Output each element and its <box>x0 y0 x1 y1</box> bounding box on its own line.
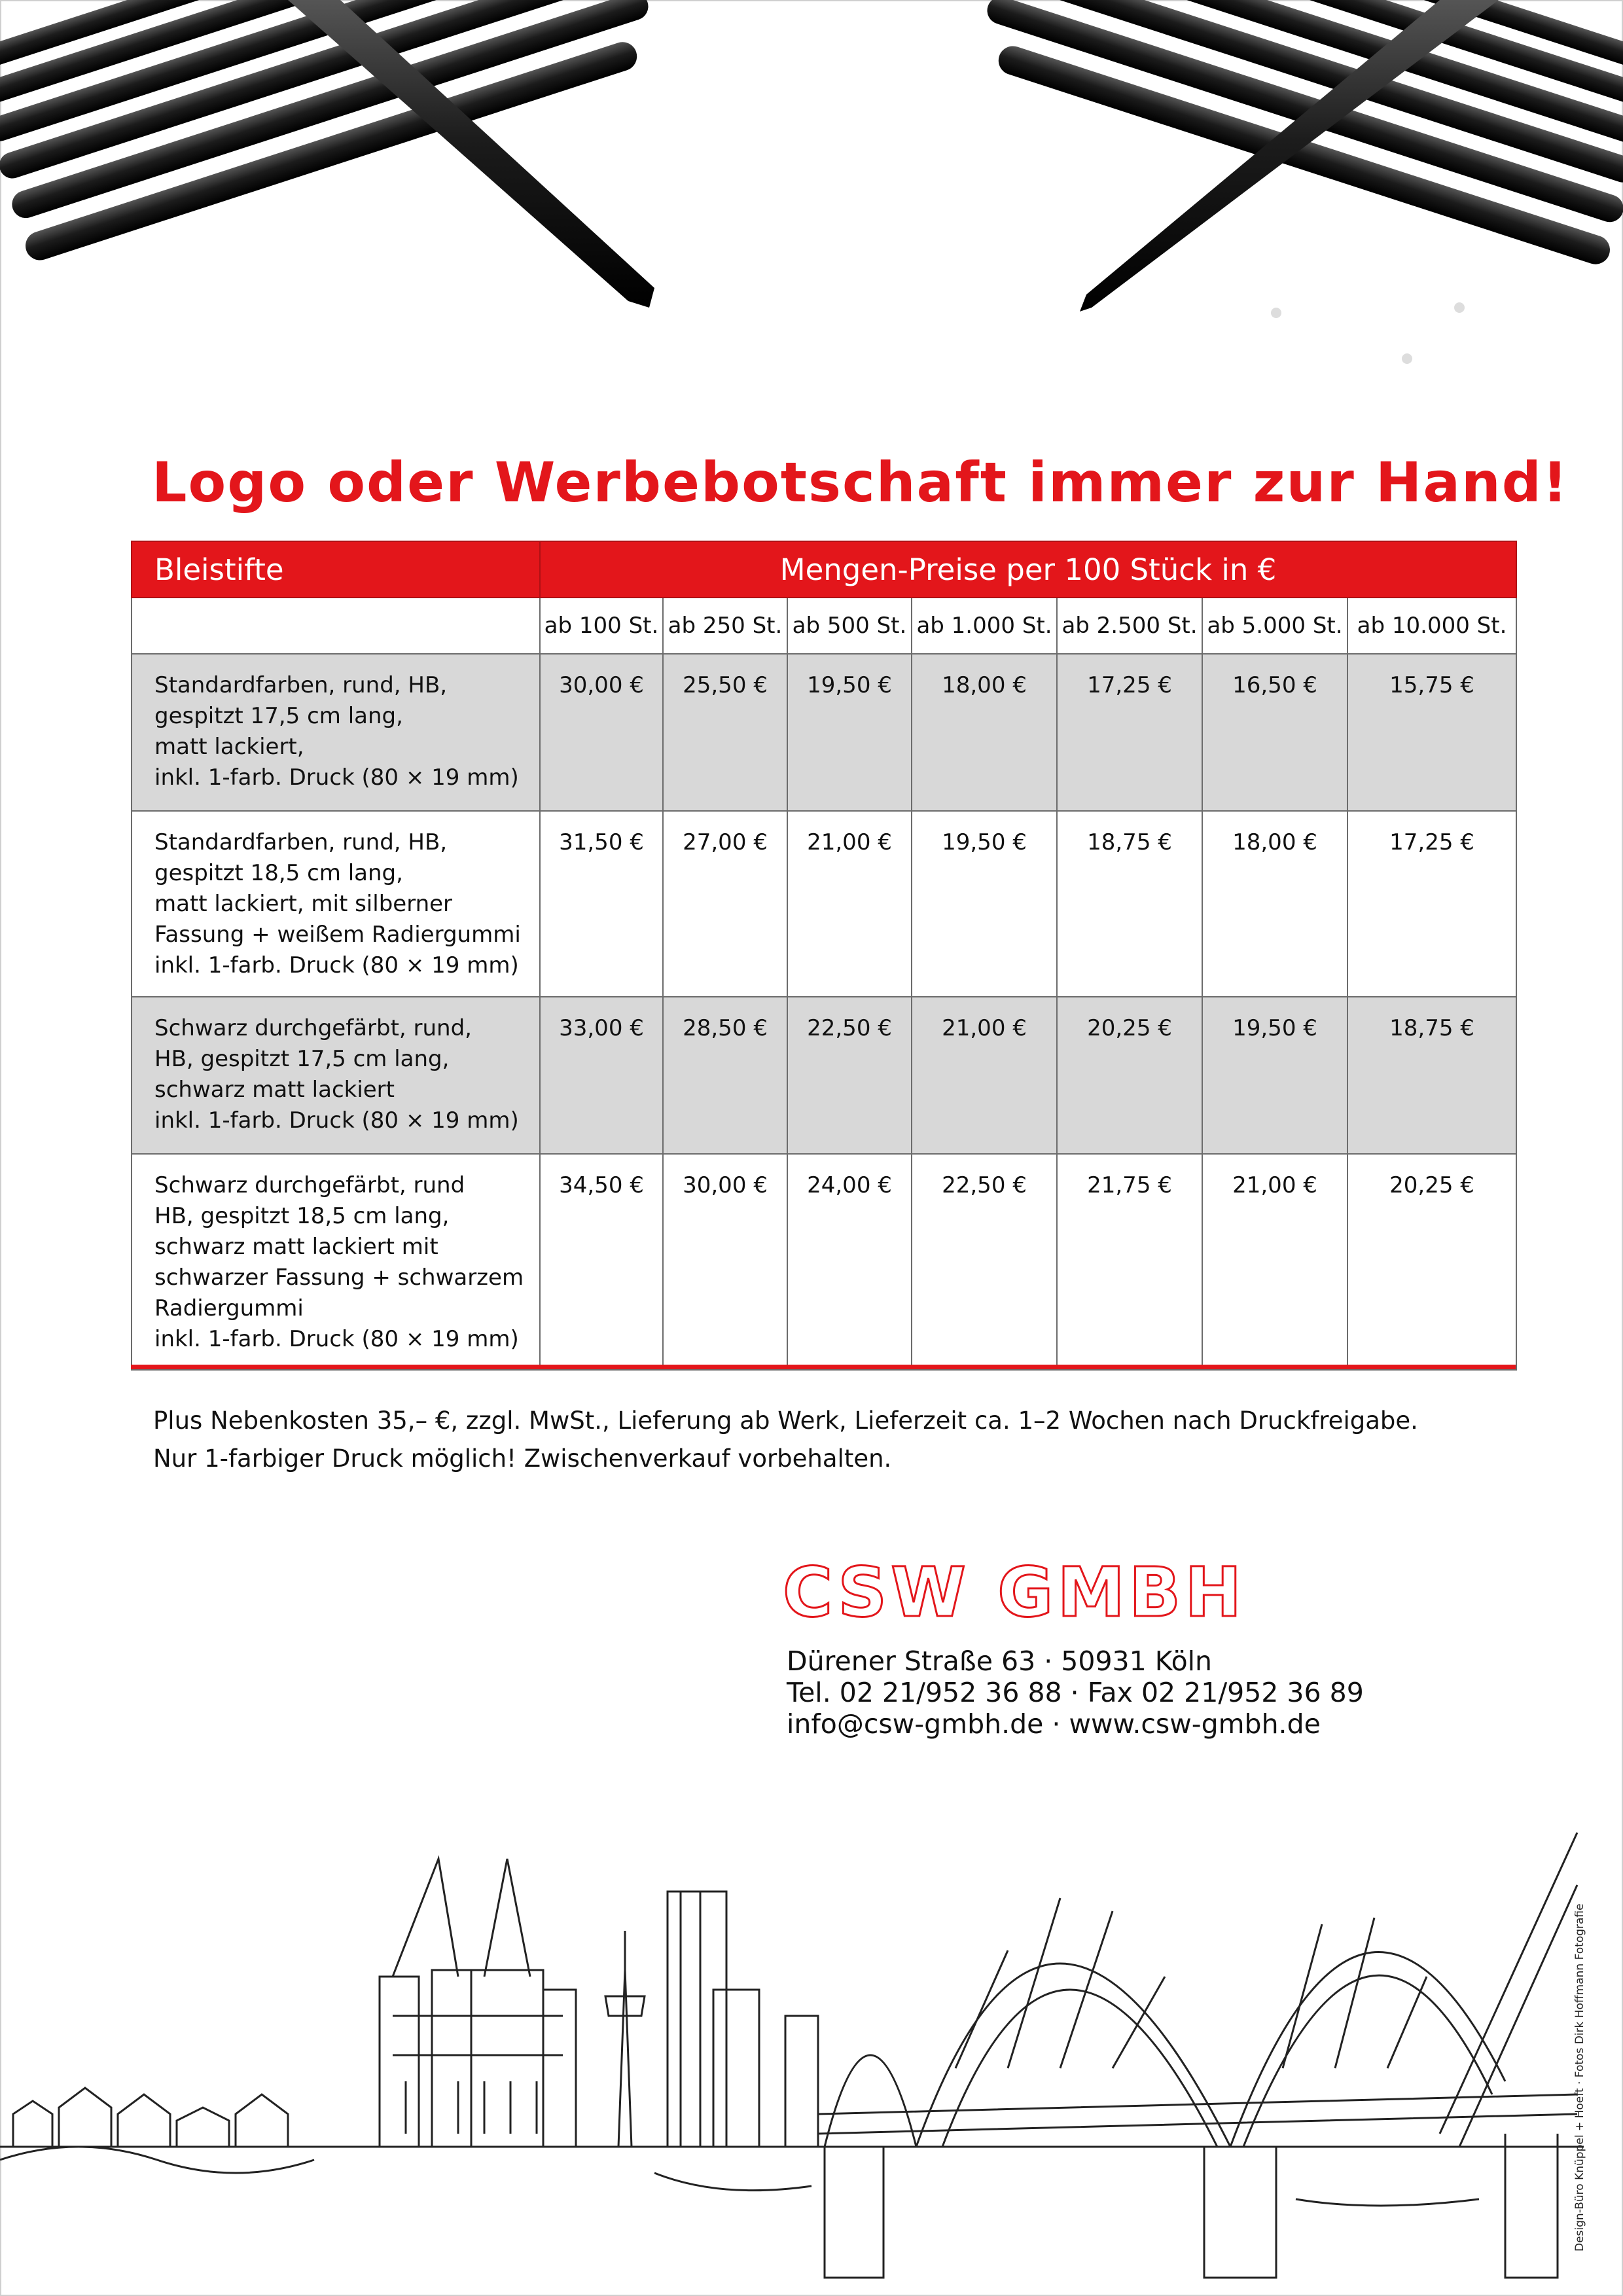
note-line: Nur 1-farbiger Druck möglich! Zwischenverkauf vorbehalten. <box>153 1444 892 1473</box>
empty-cell <box>132 598 540 654</box>
price-header: Mengen-Preise per 100 Stück in € <box>540 541 1516 598</box>
price-cell: 17,25 € <box>1347 811 1516 997</box>
company-logo: CSW GMBH <box>783 1552 1246 1632</box>
quantity-col: ab 500 St. <box>787 598 912 654</box>
quantity-col: ab 10.000 St. <box>1347 598 1516 654</box>
product-description: Schwarz durchgefärbt, rund HB, gespitzt 18,5 cm lang, schwarz matt lackiert mit schwarzer Fassung + schwarzem Radiergummi inkl. 1-farb. Druck (80 × 19 mm) <box>132 1154 540 1370</box>
table-row <box>132 654 1516 811</box>
price-table <box>131 541 1517 1371</box>
phone-line: Tel. 02 21/952 36 88 · Fax 02 21/952 36 89 <box>787 1677 1364 1708</box>
quantity-col: ab 2.500 St. <box>1057 598 1202 654</box>
product-description: Standardfarben, rund, HB, gespitzt 18,5 cm lang, matt lackiert, mit silberner Fassung + weißem Radiergummi inkl. 1-farb. Druck (80 × 19 mm) <box>132 811 540 997</box>
price-cell: 17,25 € <box>1057 654 1202 811</box>
price-cell: 18,75 € <box>1347 997 1516 1154</box>
price-cell: 30,00 € <box>540 654 663 811</box>
price-cell: 33,00 € <box>540 997 663 1154</box>
price-cell: 15,75 € <box>1347 654 1516 811</box>
price-cell: 27,00 € <box>663 811 787 997</box>
table-header-row <box>132 541 1516 598</box>
web-line: info@csw-gmbh.de · www.csw-gmbh.de <box>787 1708 1321 1740</box>
price-cell: 21,00 € <box>912 997 1057 1154</box>
pencils-photo <box>0 0 1623 432</box>
quantity-header-row <box>132 598 1516 654</box>
price-cell: 18,75 € <box>1057 811 1202 997</box>
price-cell: 16,50 € <box>1202 654 1347 811</box>
price-cell: 19,50 € <box>912 811 1057 997</box>
price-cell: 19,50 € <box>787 654 912 811</box>
quantity-col: ab 5.000 St. <box>1202 598 1347 654</box>
table-bottom-rule <box>131 1365 1516 1369</box>
table-row <box>132 997 1516 1154</box>
headline: Logo oder Werbebotschaft immer zur Hand! <box>152 450 1569 514</box>
table-row <box>132 1154 1516 1370</box>
price-cell: 31,50 € <box>540 811 663 997</box>
quantity-col: ab 100 St. <box>540 598 663 654</box>
price-cell: 21,75 € <box>1057 1154 1202 1370</box>
price-cell: 25,50 € <box>663 654 787 811</box>
notes <box>153 1402 1418 1478</box>
cologne-skyline-sketch <box>0 1806 1623 2293</box>
price-cell: 18,00 € <box>912 654 1057 811</box>
price-cell: 20,25 € <box>1347 1154 1516 1370</box>
product-description: Schwarz durchgefärbt, rund, HB, gespitzt 17,5 cm lang, schwarz matt lackiert inkl. 1-farb. Druck (80 × 19 mm) <box>132 997 540 1154</box>
price-cell: 24,00 € <box>787 1154 912 1370</box>
price-cell: 22,50 € <box>787 997 912 1154</box>
company-address <box>787 1645 1364 1740</box>
price-cell: 18,00 € <box>1202 811 1347 997</box>
product-header: Bleistifte <box>132 541 540 598</box>
price-cell: 34,50 € <box>540 1154 663 1370</box>
price-cell: 30,00 € <box>663 1154 787 1370</box>
price-cell: 28,50 € <box>663 997 787 1154</box>
price-cell: 22,50 € <box>912 1154 1057 1370</box>
price-cell: 21,00 € <box>1202 1154 1347 1370</box>
price-cell: 21,00 € <box>787 811 912 997</box>
note-line: Plus Nebenkosten 35,– €, zzgl. MwSt., Lieferung ab Werk, Lieferzeit ca. 1–2 Wochen nach Druckfreigabe. <box>153 1407 1418 1435</box>
table-row <box>132 811 1516 997</box>
design-credit: Design-Büro Knüppel + Hoeft · Fotos Dirk Hoffmann Fotografie <box>1573 1903 1586 2251</box>
address-line: Dürener Straße 63 · 50931 Köln <box>787 1645 1213 1677</box>
price-cell: 19,50 € <box>1202 997 1347 1154</box>
price-cell: 20,25 € <box>1057 997 1202 1154</box>
quantity-col: ab 250 St. <box>663 598 787 654</box>
product-description: Standardfarben, rund, HB, gespitzt 17,5 cm lang, matt lackiert, inkl. 1-farb. Druck (80 × 19 mm) <box>132 654 540 811</box>
quantity-col: ab 1.000 St. <box>912 598 1057 654</box>
